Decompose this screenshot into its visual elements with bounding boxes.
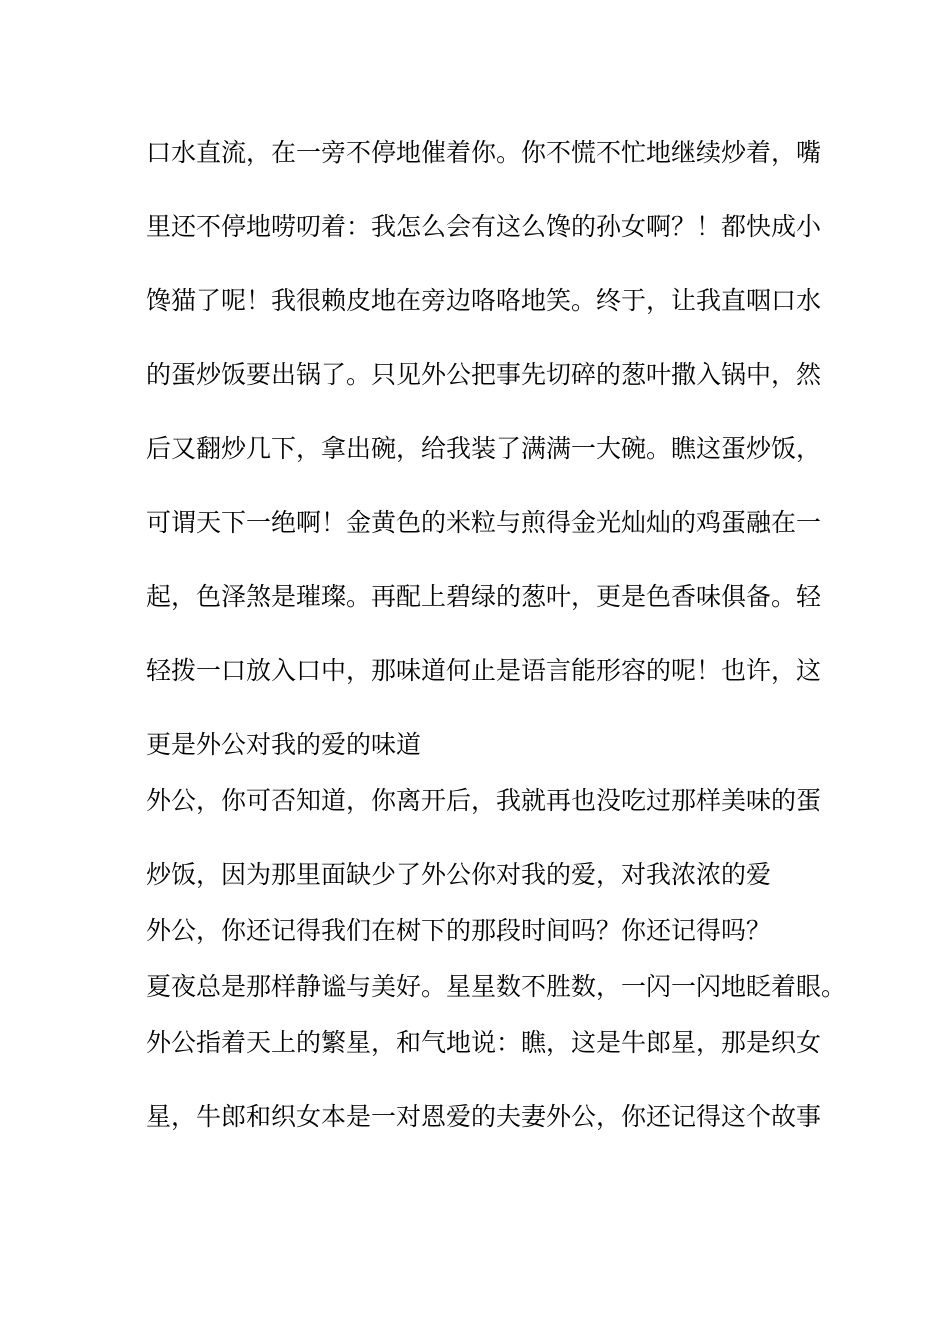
text-line: 夏夜总是那样静谧与美好。星星数不胜数，一闪一闪地眨着眼。 bbox=[146, 972, 847, 1001]
text-line: 的蛋炒饭要出锅了。只见外公把事先切碎的葱叶撒入锅中，然 bbox=[146, 360, 822, 389]
text-line: 星，牛郎和织女本是一对恩爱的夫妻外公，你还记得这个故事 bbox=[146, 1102, 822, 1131]
text-line: 外公指着天上的繁星，和气地说：瞧，这是牛郎星，那是织女 bbox=[146, 1028, 822, 1057]
text-line: 外公，你可否知道，你离开后，我就再也没吃过那样美味的蛋 bbox=[146, 786, 822, 815]
text-line: 外公，你还记得我们在树下的那段时间吗？你还记得吗？ bbox=[146, 916, 772, 945]
text-line: 口水直流，在一旁不停地催着你。你不慌不忙地继续炒着，嘴 bbox=[146, 138, 822, 167]
text-line: 里还不停地唠叨着：我怎么会有这么馋的孙女啊？！都快成小 bbox=[146, 212, 822, 241]
text-line: 可谓天下一绝啊！金黄色的米粒与煎得金光灿灿的鸡蛋融在一 bbox=[146, 508, 822, 537]
text-line: 馋猫了呢！我很赖皮地在旁边咯咯地笑。终于，让我直咽口水 bbox=[146, 286, 822, 315]
document-body bbox=[146, 134, 847, 1136]
text-line: 后又翻炒几下，拿出碗，给我装了满满一大碗。瞧这蛋炒饭， bbox=[146, 434, 822, 463]
text-line: 更是外公对我的爱的味道 bbox=[146, 730, 422, 759]
text-line: 轻拨一口放入口中，那味道何止是语言能形容的呢！也许，这 bbox=[146, 656, 822, 685]
text-line: 炒饭，因为那里面缺少了外公你对我的爱，对我浓浓的爱 bbox=[146, 860, 772, 889]
text-line: 起，色泽煞是璀璨。再配上碧绿的葱叶，更是色香味俱备。轻 bbox=[146, 582, 822, 611]
